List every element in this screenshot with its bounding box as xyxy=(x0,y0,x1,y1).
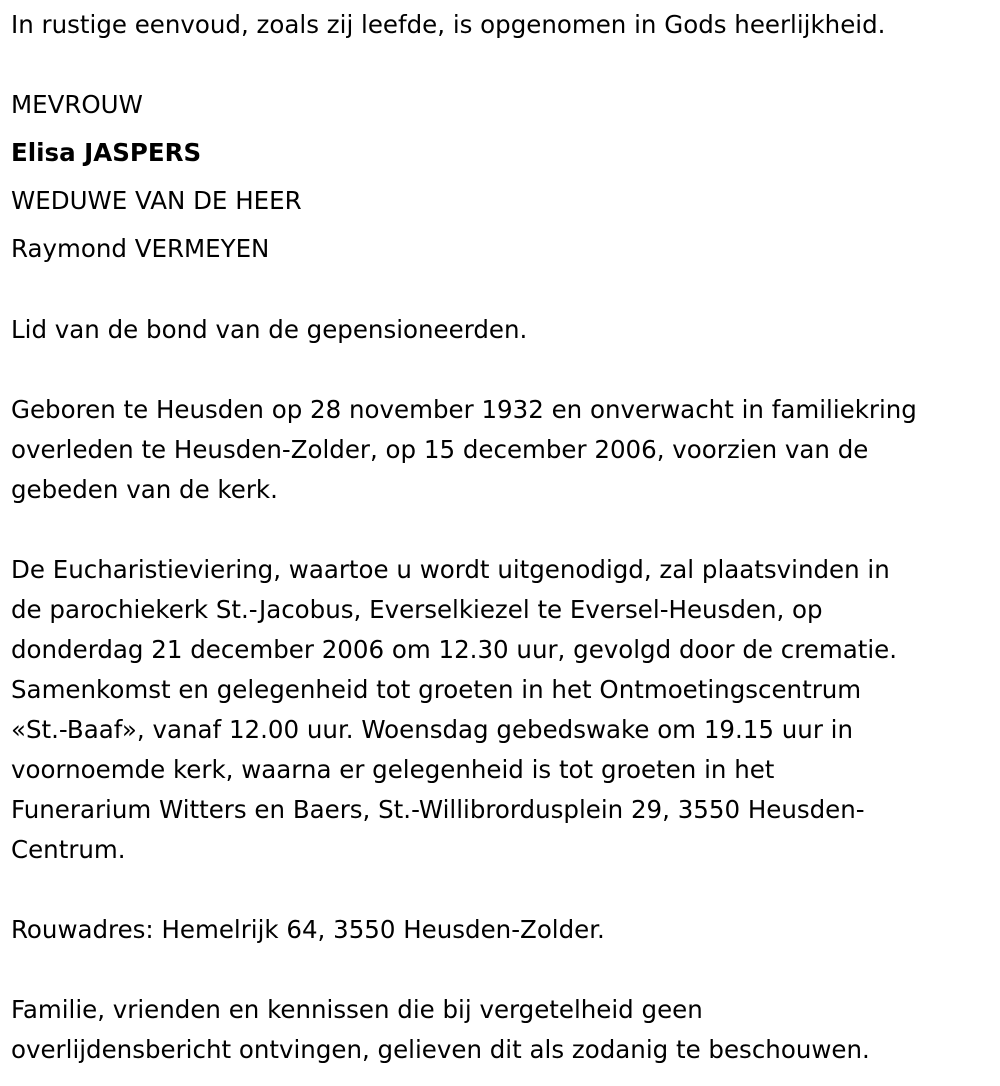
membership-text: Lid van de bond van de gepensioneerden. xyxy=(11,315,528,344)
deceased-name: Elisa JASPERS xyxy=(11,138,202,167)
paragraph-line: donderdag 21 december 2006 om 12.30 uur, gevolgd door de crematie. xyxy=(11,635,897,664)
intro-text: In rustige eenvoud, zoals zij leefde, is opgenomen in Gods heerlijkheid. xyxy=(11,10,886,39)
paragraph-line: overleden te Heusden-Zolder, op 15 december 2006, voorzien van de xyxy=(11,435,869,464)
paragraph-line: voornoemde kerk, waarna er gelegenheid is tot groeten in het xyxy=(11,755,775,784)
title-line: MEVROUW xyxy=(11,90,143,119)
spouse-name: Raymond VERMEYEN xyxy=(11,234,270,263)
closing-paragraph xyxy=(11,990,996,1070)
paragraph-line: Geboren te Heusden op 28 november 1932 en onverwacht in familiekring xyxy=(11,395,917,424)
paragraph-line: De Eucharistieviering, waartoe u wordt uitgenodigd, zal plaatsvinden in xyxy=(11,555,890,584)
paragraph-line: «St.-Baaf», vanaf 12.00 uur. Woensdag gebedswake om 19.15 uur in xyxy=(11,715,854,744)
paragraph-line: gebeden van de kerk. xyxy=(11,475,278,504)
mourning-address: Rouwadres: Hemelrijk 64, 3550 Heusden-Zolder. xyxy=(11,915,605,944)
paragraph-line: Samenkomst en gelegenheid tot groeten in het Ontmoetingscentrum xyxy=(11,675,862,704)
paragraph-line: Funerarium Witters en Baers, St.-Willibrordusplein 29, 3550 Heusden- xyxy=(11,795,865,824)
paragraph-line: de parochiekerk St.-Jacobus, Everselkiezel te Eversel-Heusden, op xyxy=(11,595,823,624)
paragraph-line: Familie, vrienden en kennissen die bij vergetelheid geen xyxy=(11,995,703,1024)
paragraph-line: overlijdensbericht ontvingen, gelieven dit als zodanig te beschouwen. xyxy=(11,1035,870,1064)
paragraph-line: Centrum. xyxy=(11,835,126,864)
widow-line: WEDUWE VAN DE HEER xyxy=(11,186,302,215)
birth-death-paragraph xyxy=(11,390,996,510)
ceremony-paragraph xyxy=(11,550,996,870)
